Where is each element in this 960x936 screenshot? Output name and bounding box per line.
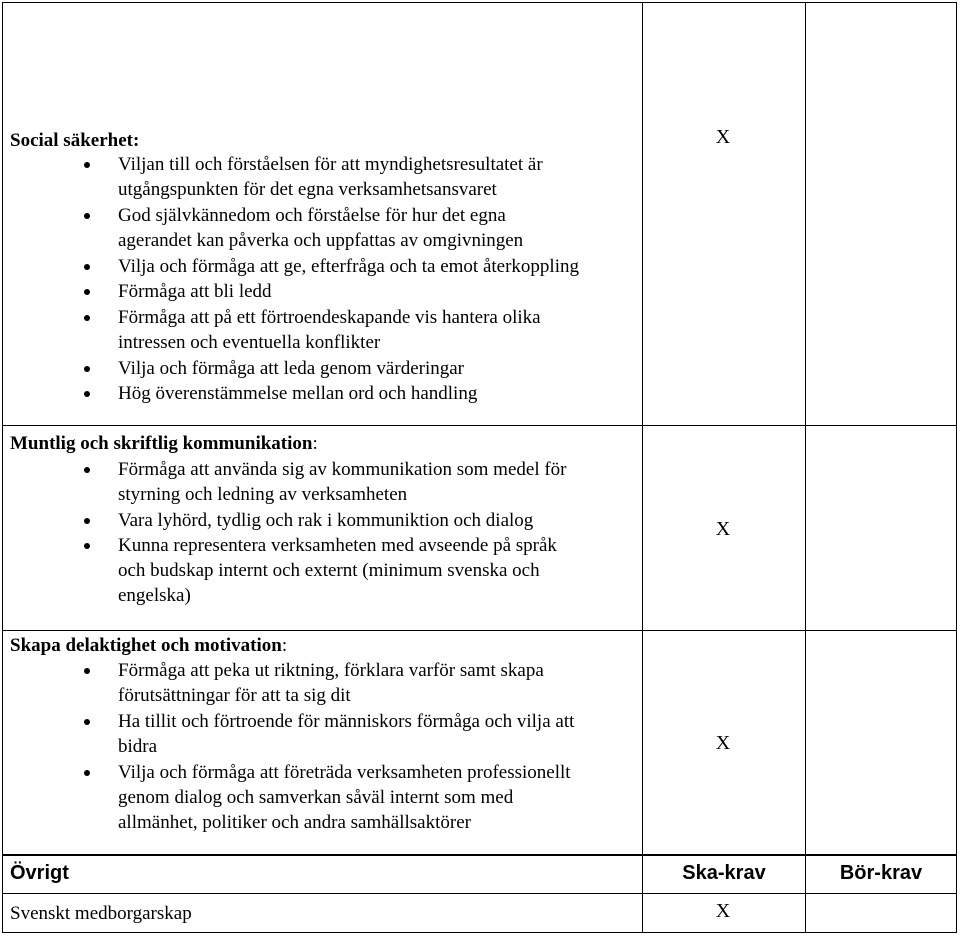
footer-header-bor: Bör-krav	[839, 862, 923, 884]
list-item-line: God självkännedom och förståelse för hur det egna	[118, 205, 506, 226]
list-item-line: intressen och eventuella konflikter	[118, 332, 381, 353]
bullet-icon	[84, 213, 90, 219]
bullet-icon	[84, 668, 90, 674]
bullet-icon	[84, 315, 90, 321]
bullet-icon	[84, 366, 90, 372]
list-item-line: Förmåga att peka ut riktning, förklara varför samt skapa	[118, 660, 544, 681]
list-item-line: och budskap internt och externt (minimum svenska och	[118, 560, 540, 581]
footer-row-ska-mark: X	[715, 900, 731, 922]
list-item-line: bidra	[118, 736, 158, 757]
section-mark-delaktighet: X	[715, 732, 731, 754]
bullet-icon	[84, 289, 90, 295]
list-item-line: Ha tillit och förtroende för människors förmåga och vilja att	[118, 711, 575, 732]
list-item-line: genom dialog och samverkan såväl internt som med	[118, 787, 514, 808]
list-item-line: Förmåga att använda sig av kommunikation som medel för	[118, 459, 567, 480]
list-item-line: Förmåga att bli ledd	[118, 281, 272, 302]
row-divider-2	[2, 630, 957, 631]
list-item-line: Vara lyhörd, tydlig och rak i kommuniktion och dialog	[118, 510, 534, 531]
row-divider-1	[2, 425, 957, 426]
section-title-suffix: :	[281, 635, 288, 656]
section-title-kommunikation: Muntlig och skriftlig kommunikation	[10, 433, 313, 454]
section-title-kommunikation-row	[10, 431, 318, 457]
bullet-icon	[84, 391, 90, 397]
list-item-line: Förmåga att på ett förtroendeskapande vis hantera olika	[118, 307, 541, 328]
list-item-line: Vilja och förmåga att ge, efterfråga och ta emot återkoppling	[118, 256, 579, 277]
list-item-line: Viljan till och förståelsen för att myndighetsresultatet är	[118, 154, 543, 175]
table-border-right	[956, 2, 957, 933]
footer-header-label: Övrigt	[10, 862, 69, 884]
bullet-icon	[84, 467, 90, 473]
column-divider-2	[805, 2, 806, 933]
section-mark-social: X	[715, 126, 731, 148]
row-divider-4	[2, 893, 957, 894]
list-item-line: utgångspunkten för det egna verksamhetsansvaret	[118, 179, 497, 200]
list-item-line: agerandet kan påverka och uppfattas av omgivningen	[118, 230, 524, 251]
table-border-left	[2, 2, 3, 933]
list-item-line: allmänhet, politiker och andra samhällsaktörer	[118, 812, 471, 833]
section-title-delaktighet: Skapa delaktighet och motivation	[10, 635, 282, 656]
footer-row-label: Svenskt medborgarskap	[10, 903, 192, 924]
list-item-line: Hög överenstämmelse mellan ord och handling	[118, 383, 478, 404]
list-item-line: Kunna representera verksamheten med avseende på språk	[118, 535, 557, 556]
list-item-line: förutsättningar för att ta sig dit	[118, 685, 351, 706]
section-title-suffix: :	[312, 433, 318, 454]
table-border-bottom	[2, 932, 957, 933]
row-divider-3	[2, 854, 957, 856]
list-item-line: styrning och ledning av verksamheten	[118, 484, 408, 505]
section-title-social: Social säkerhet:	[10, 130, 140, 151]
list-item-line: engelska)	[118, 585, 191, 606]
footer-header-ska: Ska-krav	[682, 862, 766, 884]
bullet-icon	[84, 162, 90, 168]
bullet-icon	[84, 518, 90, 524]
list-item-line: Vilja och förmåga att företräda verksamheten professionellt	[118, 762, 571, 783]
section-title-delaktighet-row	[10, 633, 287, 659]
bullet-icon	[84, 264, 90, 270]
bullet-icon	[84, 719, 90, 725]
section-mark-kommunikation: X	[715, 518, 731, 540]
bullet-icon	[84, 543, 90, 549]
bullet-icon	[84, 770, 90, 776]
table-border-top	[2, 2, 957, 3]
list-item-line: Vilja och förmåga att leda genom värderingar	[118, 358, 464, 379]
